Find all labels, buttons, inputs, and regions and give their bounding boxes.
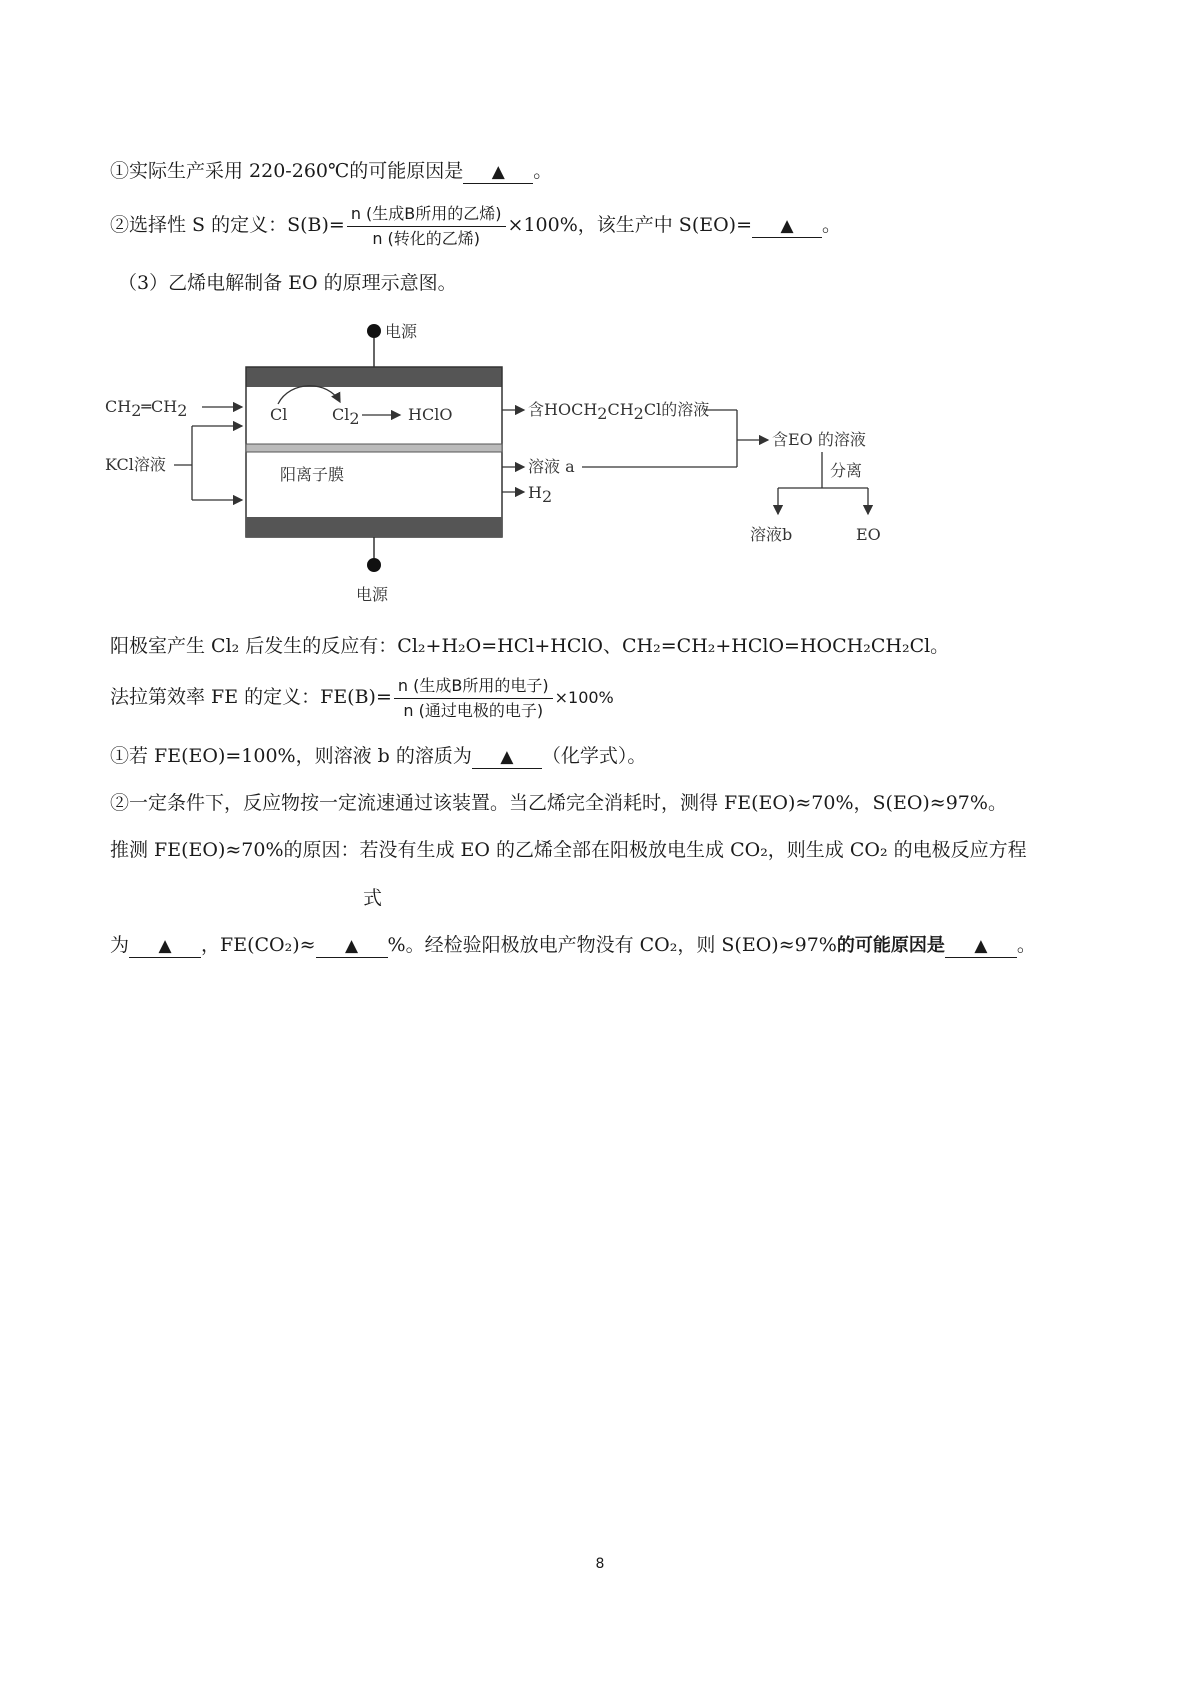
hclo-label: HClO [408,405,453,424]
power-terminal-bottom [367,558,381,572]
question-3-3-continued: 式 [363,887,383,909]
power-label-top: 电源 [385,322,418,341]
answer-blank[interactable]: ▲ [463,161,533,184]
question-2-1: ①实际生产采用 220-260℃的可能原因是 ▲ 。 [110,160,553,182]
separation-label: 分离 [830,461,863,480]
question-2-2: ②选择性 S 的定义：S(B)= $\frac{\text{n (生成B所用的乙烯)}}{\text{n (转化的乙烯)}}$ ×100%，该生产中 S(EO)= ▲ 。 [110,200,841,251]
output-solution-a-label: 溶液 a [528,457,575,476]
kcl-input-label: KCl溶液 [105,455,166,474]
answer-blank[interactable]: ▲ [472,746,542,769]
solution-b-label: 溶液b [750,525,793,544]
power-terminal-top [367,324,381,338]
cathode-plate [246,517,502,537]
question-3-2: ②一定条件下，反应物按一定流速通过该装置。当乙烯完全消耗时，测得 FE(EO)≈70%，S(EO)≈97%。 [110,792,1007,814]
ethylene-input-label: CH2═CH2 [105,397,188,420]
output-h2-label: H2 [528,483,553,506]
output-hoch2ch2cl-label: 含HOCH2CH2Cl的溶液 [528,400,710,423]
cation-membrane [246,444,502,452]
cl-minus-label: Cl [270,405,288,424]
answer-blank[interactable]: ▲ [945,935,1017,958]
answer-blank[interactable]: ▲ [129,935,201,958]
question-3-3: 推测 FE(EO)≈70%的原因：若没有生成 EO 的乙烯全部在阳极放电生成 CO₂，则生成 CO₂ 的电极反应方程 [110,839,1027,861]
cl2-label: Cl2 [332,405,360,428]
eo-product-label: EO [856,525,881,544]
question-3-intro: （3）乙烯电解制备 EO 的原理示意图。 [118,272,457,294]
page-number: 8 [595,1556,605,1572]
question-2-1-text: ①实际生产采用 220-260℃的可能原因是 [110,160,464,182]
selectivity-fraction: $\frac{\text{n (生成B所用的乙烯)}}{\text{n (转化的乙烯)}}$ [347,202,506,251]
question-3-1: ①若 FE(EO)=100%，则溶液 b 的溶质为 ▲ （化学式）。 [110,745,647,767]
membrane-label: 阳离子膜 [280,465,345,484]
eo-solution-label: 含EO 的溶液 [772,430,866,449]
power-label-bottom: 电源 [356,585,389,604]
fe-fraction: $\frac{\text{n (生成B所用的电子)}}{\text{n (通过电极的电子)}}$ [394,674,553,723]
faraday-efficiency-definition: 法拉第效率 FE 的定义：FE(B)= $\frac{\text{n (生成B所用的电子)}}{\text{n (通过电极的电子)}}$ ×100% [110,672,614,723]
answer-blank[interactable]: ▲ [752,215,822,238]
electrolysis-diagram [100,310,980,610]
anode-reactions: 阳极室产生 Cl₂ 后发生的反应有：Cl₂+H₂O=HCl+HClO、CH₂=CH₂+HClO=HOCH₂CH₂Cl。 [110,635,950,657]
anode-plate [246,367,502,387]
answer-blank[interactable]: ▲ [316,935,388,958]
question-3-4: 为 ▲ ，FE(CO₂)≈ ▲ %。经检验阳极放电产物没有 CO₂，则 S(EO)≈97%的可能原因是 ▲ 。 [110,934,1036,956]
